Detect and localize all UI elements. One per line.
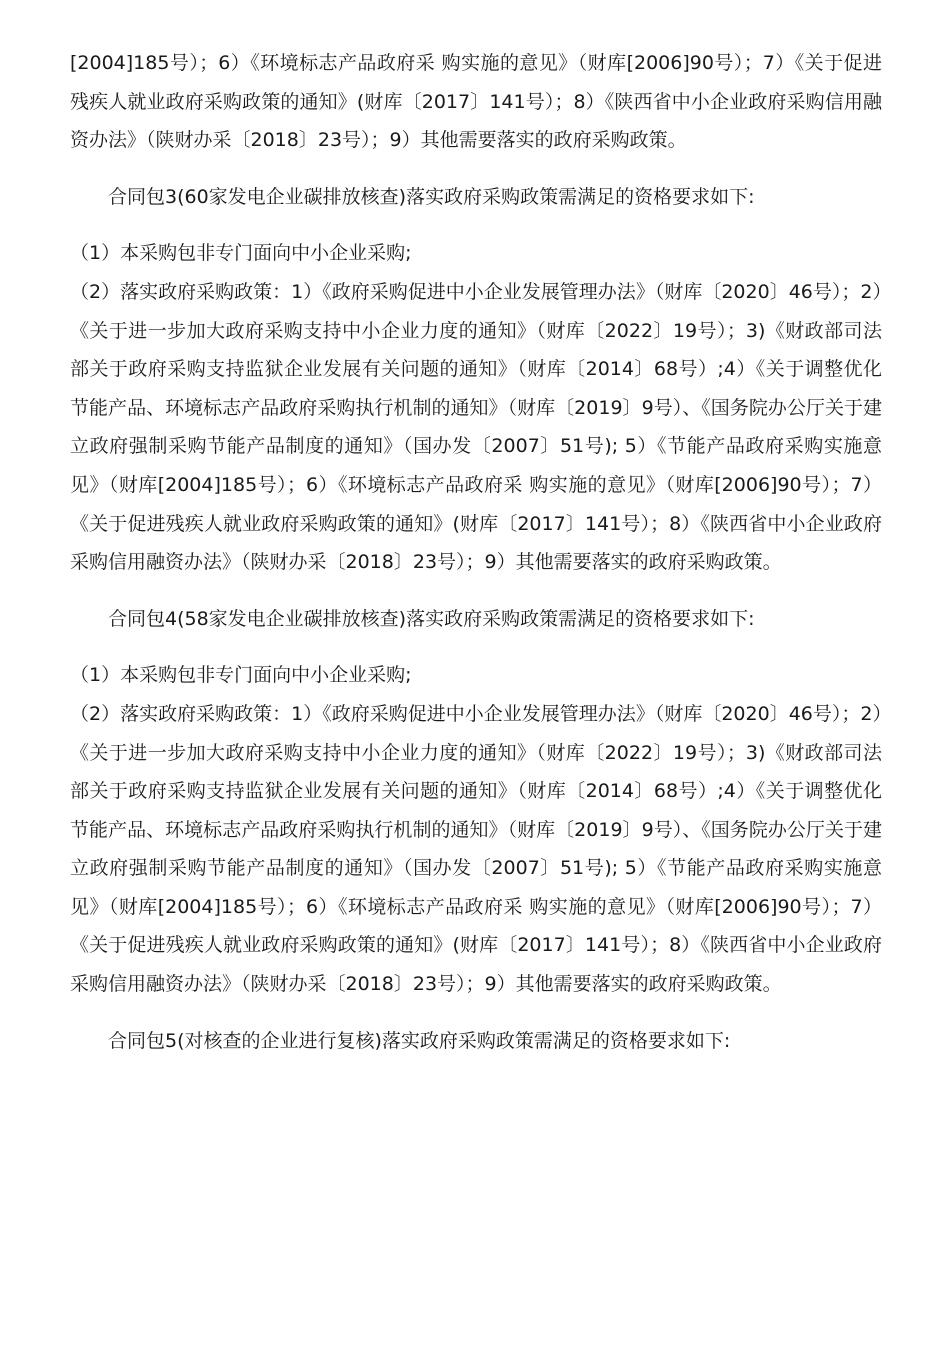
section-4-item-2: （2）落实政府采购政策：1）《政府采购促进中小企业发展管理办法》（财库〔2020〕46号）；2）《关于进一步加大政府采购支持中小企业力度的通知》（财库〔2022〕19号）；3)《财政部司法部关于政府采购支持监狱企业发展有关问题的通知》（财库〔2014〕68号）;4）《关于调整优化节能产品、环境标志产品政府采购执行机制的通知》（财库〔2019〕9号）、《国务院办公厅关于建立政府强制采购节能产品制度的通知》（国办发〔2007〕51号); 5）《节能产品政府采购实施意见》（财库[2004]185号）；6）《环境标志产品政府采 购实施的意见》（财库[2006]90号）；7）《关于促进残疾人就业政府采购政策的通知》(财库〔2017〕141号）；8）《陕西省中小企业政府采购信用融资办法》（陕财办采〔2018〕23号）；9）其他需要落实的政府采购政策。 <box>70 702 882 996</box>
spacer <box>70 160 882 178</box>
section-heading-package-3: 合同包3(60家发电企业碳排放核查)落实政府采购政策需满足的资格要求如下: <box>108 185 755 208</box>
section-heading-package-5: 合同包5(对核查的企业进行复核)落实政府采购政策需满足的资格要求如下: <box>108 1029 731 1052</box>
spacer <box>70 216 882 234</box>
spacer <box>70 1004 882 1022</box>
section-4-item-1: （1）本采购包非专门面向中小企业采购; <box>70 664 412 687</box>
spacer <box>70 638 882 656</box>
spacer <box>70 582 882 600</box>
section-3-item-1: （1）本采购包非专门面向中小企业采购; <box>70 242 412 265</box>
section-3-item-2: （2）落实政府采购政策：1）《政府采购促进中小企业发展管理办法》（财库〔2020〕46号）；2）《关于进一步加大政府采购支持中小企业力度的通知》（财库〔2022〕19号）；3)《财政部司法部关于政府采购支持监狱企业发展有关问题的通知》（财库〔2014〕68号）;4）《关于调整优化节能产品、环境标志产品政府采购执行机制的通知》（财库〔2019〕9号）、《国务院办公厅关于建立政府强制采购节能产品制度的通知》（国办发〔2007〕51号); 5）《节能产品政府采购实施意见》（财库[2004]185号）；6）《环境标志产品政府采 购实施的意见》（财库[2006]90号）；7）《关于促进残疾人就业政府采购政策的通知》(财库〔2017〕141号）；8）《陕西省中小企业政府采购信用融资办法》（陕财办采〔2018〕23号）；9）其他需要落实的政府采购政策。 <box>70 280 882 574</box>
section-heading-package-4: 合同包4(58家发电企业碳排放核查)落实政府采购政策需满足的资格要求如下: <box>108 607 755 630</box>
intro-paragraph: [2004]185号）；6）《环境标志产品政府采 购实施的意见》（财库[2006]90号）；7）《关于促进残疾人就业政府采购政策的通知》(财库〔2017〕141号）；8）《陕西省中小企业政府采购信用融资办法》（陕财办采〔2018〕23号）；9）其他需要落实的政府采购政策。 <box>70 52 882 152</box>
document-page <box>70 44 882 1060</box>
